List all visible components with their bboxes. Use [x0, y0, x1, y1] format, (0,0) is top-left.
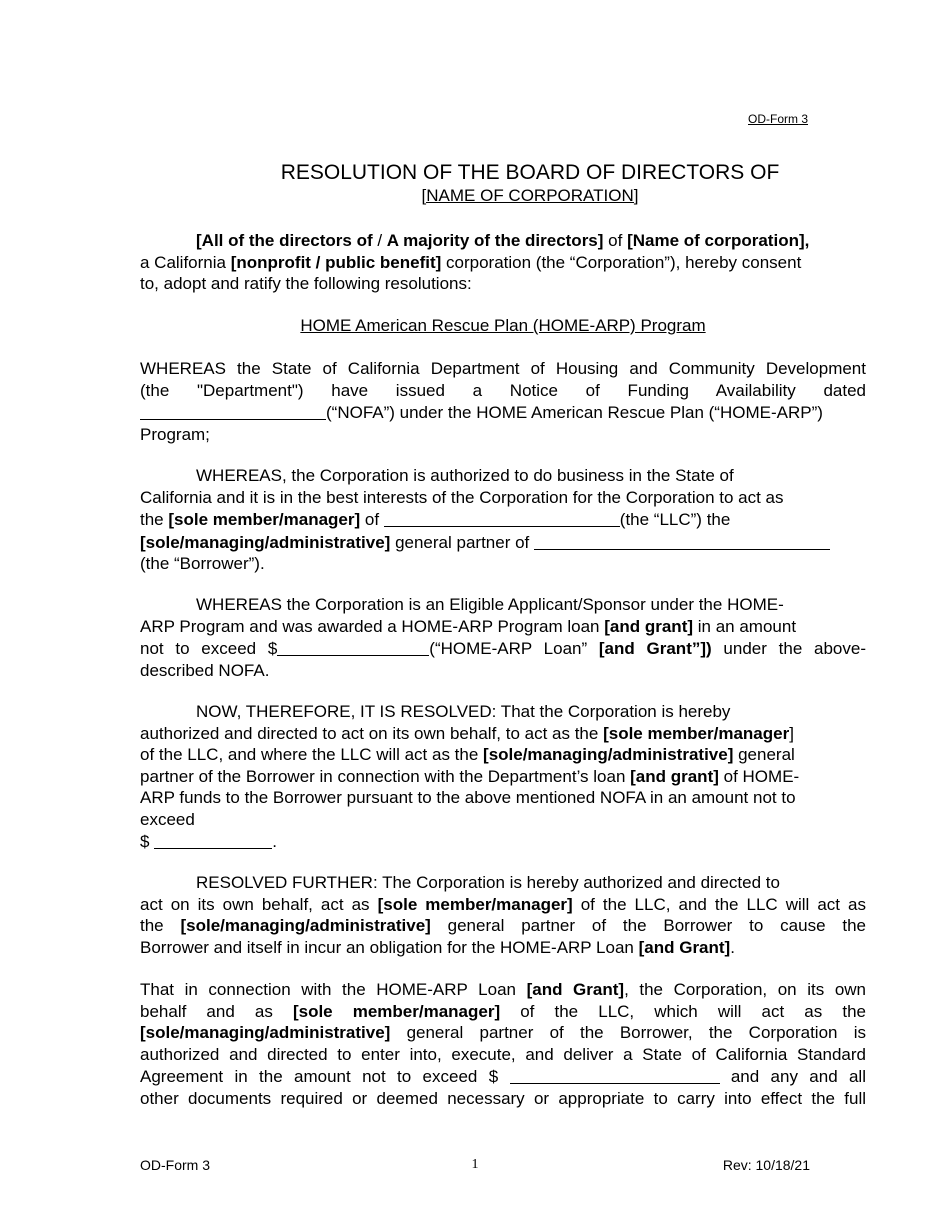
llc-name-blank [384, 510, 620, 527]
connection-paragraph: That in connection with the HOME-ARP Loan [and Grant], the Corporation, on its own behalf and as [sole member/manager] of the LLC, which will act as the [sole/managing/administrative] general partner of the Borrower, the Corporation is authorized and directed to enter into, execute, and deliver a State of California Standard Agreement in the amount not to exceed $ and any and all other documents required or deemed necessary or appropriate to carry into effect the full [140, 980, 866, 1108]
whereas-paragraph-2: WHEREAS, the Corporation is authorized to do business in the State of California and it is in the best interests of the Corporation for the Corporation to act as the [sole member/manager] of (the “LLC”) the [sole/managing/administrative] general partner of (the “Borrower”). [140, 465, 866, 575]
resolved-further-paragraph: RESOLVED FURTHER: The Corporation is hereby authorized and directed to act on its own behalf, act as [sole member/manager] of the LLC, and the LLC will act as the [sole/managing/administrative] general partner of the Borrower to cause the Borrower and itself in incur an obligation for the HOME-ARP Loan [and Grant]. [140, 873, 867, 957]
page-title: RESOLUTION OF THE BOARD OF DIRECTORS OF [280, 161, 780, 184]
intro-paragraph: [All of the directors of / A majority of the directors] of [Name of corporation], a California [nonprofit / public benefit] corporation (the “Corporation”), hereby consent to, adopt and ratify the following resolutions: [140, 231, 810, 293]
footer-revision: Rev: 10/18/21 [722, 1157, 810, 1173]
loan-amount-blank [277, 639, 429, 656]
page-number: 1 [471, 1157, 479, 1172]
whereas-paragraph-3: WHEREAS the Corporation is an Eligible Applicant/Sponsor under the HOME- ARP Program and was awarded a HOME-ARP Program loan [and grant] in an amount not to exceed $ (“HOME-ARP Loan” [and Grant”]) under the above- described NOFA. [140, 595, 866, 680]
whereas-paragraph-1: WHEREAS the State of California Department of Housing and Community Development (the "Department") have issued a Notice of Funding Availability dated (“NOFA”) under the HOME American Rescue Plan (“HOME-ARP”) Program; [140, 359, 866, 444]
nofa-date-blank [140, 403, 326, 420]
borrower-name-blank [534, 533, 830, 550]
resolved-paragraph: NOW, THEREFORE, IT IS RESOLVED: That the Corporation is hereby authorized and directed to act on its own behalf, to act as the [sole member/manager] of the LLC, and where the LLC will act as the [sole/managing/administrative] general partner of the Borrower in connection with the Department’s loan [and grant] of HOME- ARP funds to the Borrower pursuant to the above mentioned NOFA in an amount not to exceed $ . [140, 702, 800, 851]
corporation-name-placeholder: [NAME OF CORPORATION] [421, 186, 639, 205]
header-form-code: OD-Form 3 [748, 112, 808, 126]
agreement-amount-blank [510, 1067, 720, 1084]
footer-form-code: OD-Form 3 [140, 1157, 210, 1173]
section-heading: HOME American Rescue Plan (HOME-ARP) Program [300, 316, 706, 335]
resolved-amount-blank [154, 832, 272, 849]
